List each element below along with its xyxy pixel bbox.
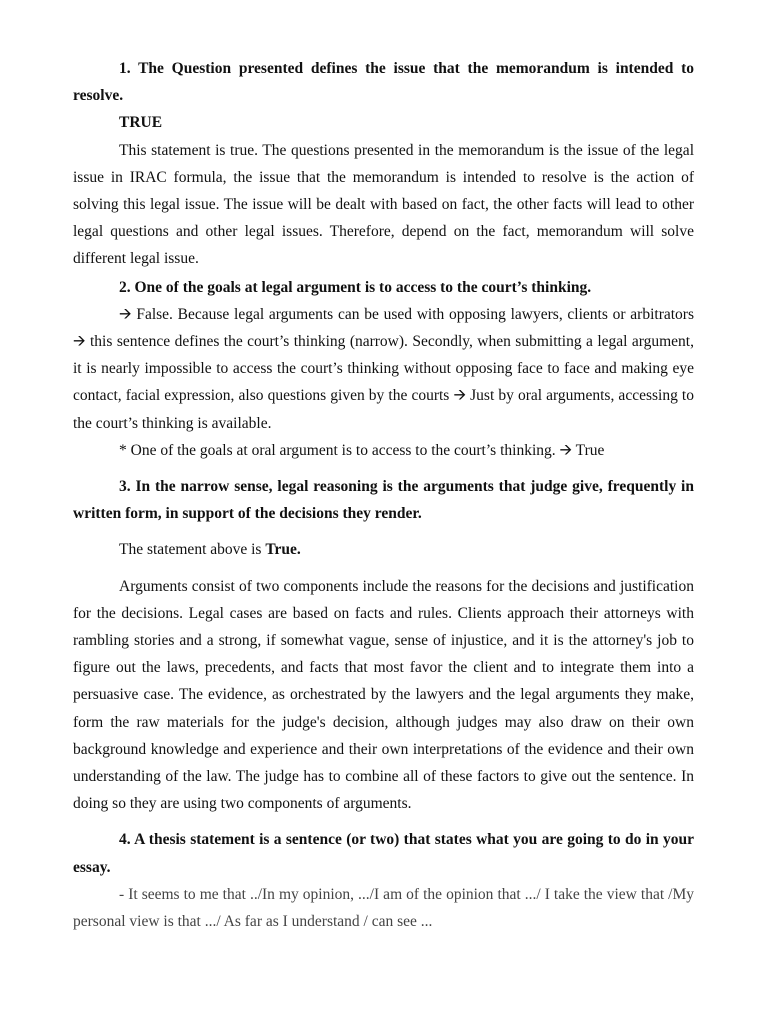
question-1: 1. The Question presented defines the issue that the memorandum is intended to resolve. <box>73 60 694 105</box>
document-page <box>73 55 694 935</box>
examples-4: - It seems to me that ../In my opinion, .../I am of the opinion that .../ I take the view that /My personal view is that .../ As far as I understand / can see ... <box>73 885 694 931</box>
answer-1: TRUE <box>119 114 163 132</box>
statement-value: True. <box>265 541 301 559</box>
statement-3 <box>73 536 694 563</box>
question-3: 3. In the narrow sense, legal reasoning is the arguments that judge give, frequently in written form, in support of the decisions they render. <box>73 478 694 523</box>
explanation-1: This statement is true. The questions presented in the memorandum is the issue of the legal issue in IRAC formula, the issue that the memorandum is intended to resolve is the action of solving this legal issue. The issue will be dealt with based on fact, the other facts will lead to other legal questions and other legal issues. Therefore, depend on the fact, memorandum will solve different legal issue. <box>73 141 694 268</box>
explanation-2: 🡪 False. Because legal arguments can be used with opposing lawyers, clients or arbitrators 🡪 this sentence defines the court’s thinking (narrow). Secondly, when submitting a legal argument, it is nearly impossible to access the court’s thinking without opposing face to face and making eye contact, facial expression, also questions given by the courts 🡪 Just by oral arguments, accessing to the court’s thinking is available. <box>73 305 694 432</box>
question-2: 2. One of the goals at legal argument is to access to the court’s thinking. <box>119 278 592 296</box>
statement-prefix: The statement above is <box>119 541 266 559</box>
note-2: * One of the goals at oral argument is to access to the court’s thinking. 🡪 True <box>119 441 605 459</box>
question-4: 4. A thesis statement is a sentence (or two) that states what you are going to do in your essay. <box>73 831 694 876</box>
explanation-3: Arguments consist of two components include the reasons for the decisions and justification for the decisions. Legal cases are based on facts and rules. Clients approach their attorneys with rambling stories and a strong, if somewhat vague, sense of injustice, and it is the attorney's job to figure out the laws, precedents, and facts that most favor the client and to integrate them into a persuasive case. The evidence, as orchestrated by the lawyers and the legal arguments they make, form the raw materials for the judge's decision, although judges may also draw on their own background knowledge and experience and their own interpretations of the evidence and their own understanding of the law. The judge has to combine all of these factors to give out the sentence. In doing so they are using two components of arguments. <box>73 577 694 813</box>
